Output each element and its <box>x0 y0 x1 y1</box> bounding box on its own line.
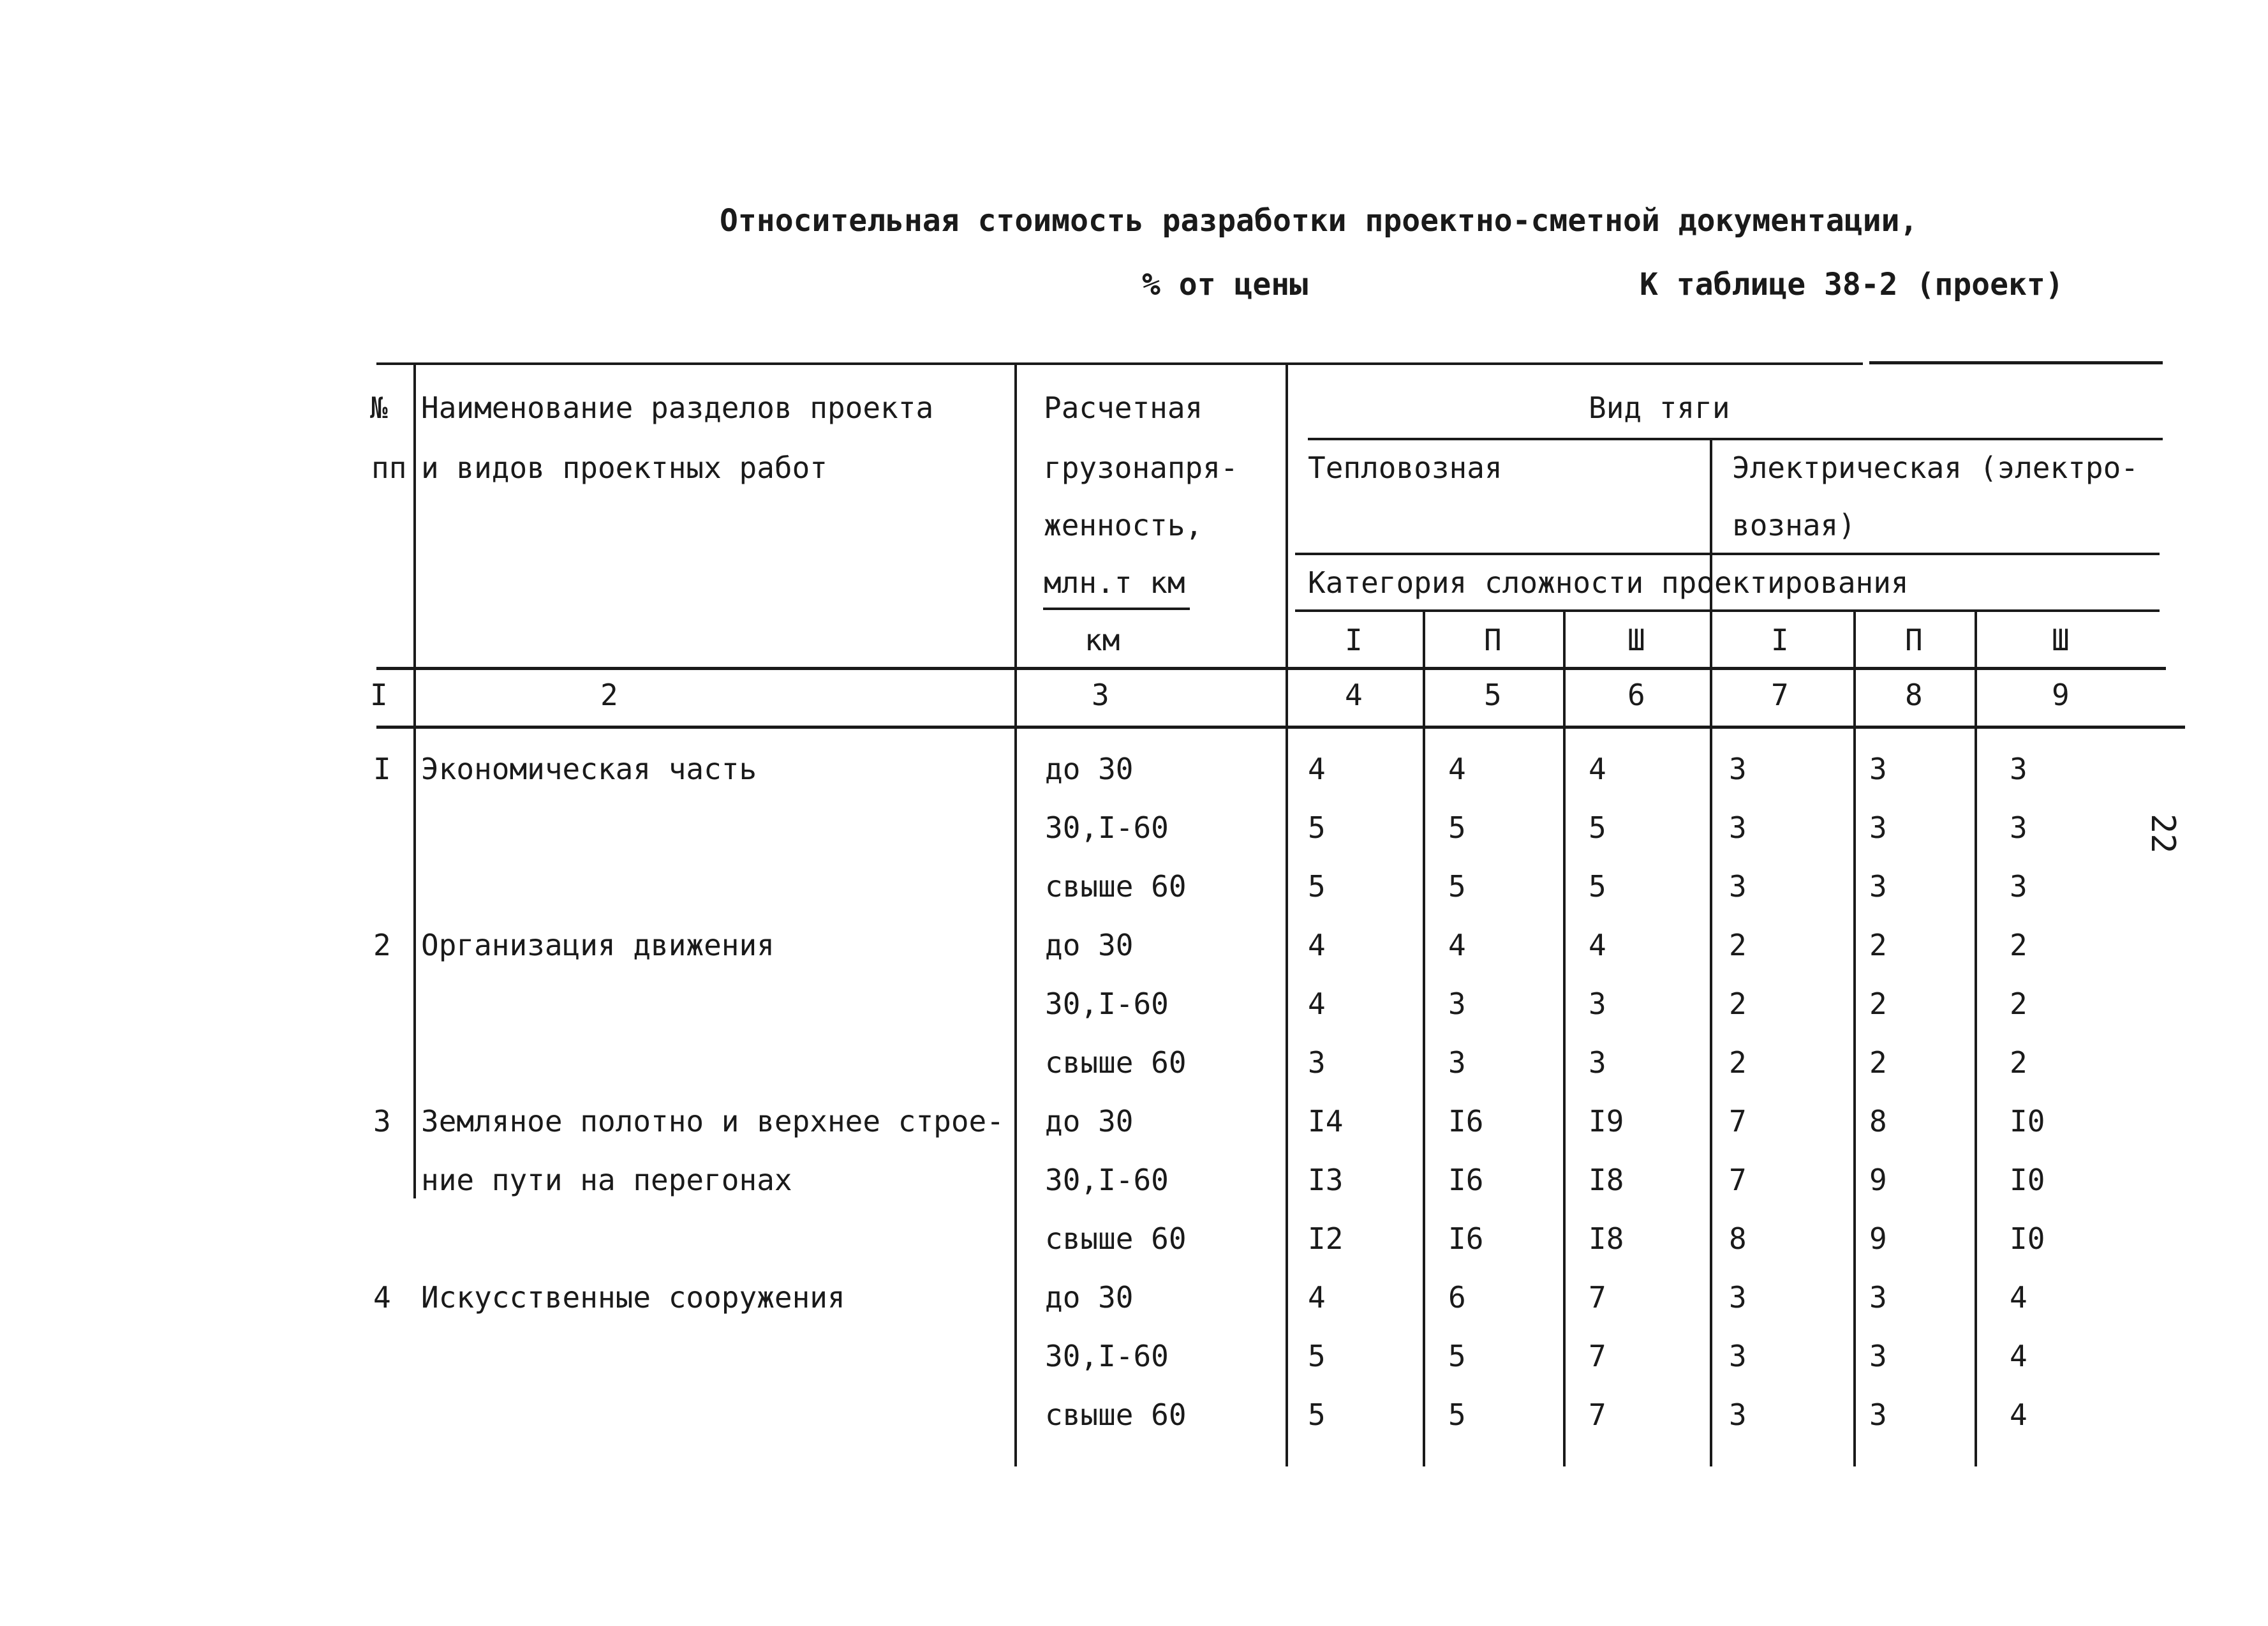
column-number-9: 9 <box>2052 678 2070 712</box>
row-number: 4 <box>373 1280 391 1315</box>
table-reference: К таблице 38-2 (проект) <box>1640 267 2064 302</box>
cost-cell: 4 <box>1448 928 1466 962</box>
rule-load-unit <box>1043 608 1190 610</box>
cost-cell: 8 <box>1869 1104 1887 1138</box>
cost-cell: 5 <box>1308 1398 1326 1432</box>
column-number-5: 5 <box>1484 678 1502 712</box>
cost-cell: 3 <box>1729 1280 1747 1315</box>
load-value: до 30 <box>1045 752 1134 786</box>
cost-cell: 4 <box>2010 1339 2027 1373</box>
cost-cell: I0 <box>2010 1163 2045 1197</box>
rule-top-left <box>376 362 1863 365</box>
column-number-7: 7 <box>1771 678 1789 712</box>
cost-cell: 4 <box>1308 928 1326 962</box>
column-number-6: 6 <box>1627 678 1645 712</box>
col-divider-cat-2 <box>1563 609 1566 1466</box>
cost-cell: 7 <box>1589 1339 1606 1373</box>
cost-cell: 3 <box>1448 1045 1466 1080</box>
cost-cell: 2 <box>2010 928 2027 962</box>
cost-cell: 4 <box>1448 752 1466 786</box>
cost-cell: 3 <box>1729 869 1747 904</box>
page-number: 22 <box>2144 814 2182 854</box>
header-category-3: Ш <box>1627 623 1645 657</box>
section-name: Искусственные сооружения <box>421 1280 845 1315</box>
header-name-line2: и видов проектных работ <box>421 451 827 485</box>
cost-cell: 3 <box>1869 810 1887 845</box>
section-name-cont: ние пути на перегонах <box>421 1163 792 1197</box>
header-num-line1: № <box>370 391 388 425</box>
column-number-1: I <box>370 678 388 712</box>
cost-cell: 5 <box>1448 810 1466 845</box>
load-value: до 30 <box>1045 1280 1134 1315</box>
header-electric-line1: Электрическая (электро- <box>1732 451 2138 485</box>
cost-cell: 3 <box>1589 1045 1606 1080</box>
document-subtitle: % от цены <box>1142 267 1308 302</box>
row-number: 3 <box>373 1104 391 1138</box>
header-num-line2: пп <box>371 451 407 485</box>
cost-cell: 3 <box>2010 752 2027 786</box>
load-value: свыше 60 <box>1045 1221 1187 1256</box>
cost-cell: 3 <box>1729 1339 1747 1373</box>
cost-cell: 2 <box>1729 1045 1747 1080</box>
section-name: Организация движения <box>421 928 775 962</box>
cost-cell: 6 <box>1448 1280 1466 1315</box>
column-number-2: 2 <box>600 678 618 712</box>
cost-cell: 4 <box>1308 987 1326 1021</box>
cost-cell: I3 <box>1308 1163 1344 1197</box>
cost-cell: 9 <box>1869 1163 1887 1197</box>
cost-cell: 3 <box>1869 1339 1887 1373</box>
cost-cell: 8 <box>1729 1221 1747 1256</box>
cost-cell: I8 <box>1589 1163 1624 1197</box>
rule-subtypes <box>1295 553 2160 555</box>
cost-cell: 4 <box>2010 1398 2027 1432</box>
load-value: до 30 <box>1045 1104 1134 1138</box>
load-value: свыше 60 <box>1045 1045 1187 1080</box>
header-load-line1: Расчетная <box>1044 391 1203 425</box>
cost-cell: 3 <box>1869 1398 1887 1432</box>
cost-cell: 3 <box>1869 869 1887 904</box>
header-name-line1: Наименование разделов проекта <box>421 391 934 425</box>
cost-cell: I6 <box>1448 1163 1484 1197</box>
cost-cell: 2 <box>1869 987 1887 1021</box>
header-complexity: Категория сложности проектирования <box>1308 565 1909 600</box>
rule-header-bottom <box>376 667 2166 670</box>
cost-cell: 7 <box>1729 1163 1747 1197</box>
col-divider-3 <box>1286 362 1288 1466</box>
cost-cell: 2 <box>2010 1045 2027 1080</box>
cost-cell: 3 <box>1308 1045 1326 1080</box>
col-divider-2 <box>1014 362 1017 1466</box>
col-divider-1 <box>413 362 416 1198</box>
section-name: Земляное полотно и верхнее строе- <box>421 1104 1004 1138</box>
col-divider-cat-1 <box>1423 609 1425 1466</box>
column-number-4: 4 <box>1345 678 1363 712</box>
cost-cell: I0 <box>2010 1104 2045 1138</box>
cost-cell: 2 <box>2010 987 2027 1021</box>
document-title: Относительная стоимость разработки проектно-сметной документации, <box>720 203 1918 239</box>
load-value: 30,I-60 <box>1045 987 1169 1021</box>
header-traction: Вид тяги <box>1589 391 1730 425</box>
cost-cell: 4 <box>1589 752 1606 786</box>
cost-cell: 3 <box>1869 1280 1887 1315</box>
header-diesel: Тепловозная <box>1308 451 1502 485</box>
load-value: до 30 <box>1045 928 1134 962</box>
cost-cell: I6 <box>1448 1221 1484 1256</box>
cost-cell: 3 <box>2010 810 2027 845</box>
header-electric-line2: возная) <box>1732 508 1856 542</box>
load-value: свыше 60 <box>1045 1398 1187 1432</box>
cost-cell: 7 <box>1589 1398 1606 1432</box>
cost-cell: I2 <box>1308 1221 1344 1256</box>
rule-top-right <box>1869 361 2163 364</box>
load-value: свыше 60 <box>1045 869 1187 904</box>
cost-cell: I8 <box>1589 1221 1624 1256</box>
cost-cell: 5 <box>1448 1339 1466 1373</box>
cost-cell: 5 <box>1448 1398 1466 1432</box>
header-load-line3: женность, <box>1044 508 1203 542</box>
col-divider-cat-5 <box>1975 609 1977 1466</box>
cost-cell: I9 <box>1589 1104 1624 1138</box>
cost-cell: 4 <box>2010 1280 2027 1315</box>
cost-cell: 4 <box>1589 928 1606 962</box>
cost-cell: 3 <box>1729 1398 1747 1432</box>
header-category-1: I <box>1345 623 1363 657</box>
cost-cell: 2 <box>1869 1045 1887 1080</box>
row-number: 2 <box>373 928 391 962</box>
load-value: 30,I-60 <box>1045 1163 1169 1197</box>
header-load-line4: млн.т км <box>1044 565 1185 600</box>
cost-cell: 5 <box>1448 869 1466 904</box>
cost-cell: 2 <box>1729 928 1747 962</box>
column-number-8: 8 <box>1905 678 1923 712</box>
cost-cell: 5 <box>1308 869 1326 904</box>
cost-cell: I4 <box>1308 1104 1344 1138</box>
header-category-4: I <box>1771 623 1789 657</box>
load-value: 30,I-60 <box>1045 1339 1169 1373</box>
cost-cell: 3 <box>1589 987 1606 1021</box>
cost-cell: 2 <box>1729 987 1747 1021</box>
cost-cell: 3 <box>2010 869 2027 904</box>
column-number-3: 3 <box>1092 678 1109 712</box>
cost-cell: 3 <box>1729 810 1747 845</box>
col-divider-cat-4 <box>1853 609 1856 1466</box>
header-load-line5: км <box>1085 623 1120 657</box>
cost-cell: I0 <box>2010 1221 2045 1256</box>
header-category-6: Ш <box>2052 623 2070 657</box>
cost-cell: 3 <box>1729 752 1747 786</box>
header-category-5: П <box>1905 623 1923 657</box>
rule-traction <box>1308 438 2163 440</box>
cost-cell: 3 <box>1448 987 1466 1021</box>
cost-cell: 5 <box>1308 1339 1326 1373</box>
header-category-2: П <box>1484 623 1502 657</box>
cost-cell: 9 <box>1869 1221 1887 1256</box>
cost-cell: 4 <box>1308 1280 1326 1315</box>
cost-cell: 2 <box>1869 928 1887 962</box>
cost-cell: 5 <box>1589 810 1606 845</box>
header-load-line2: грузонапря- <box>1044 451 1238 485</box>
cost-cell: 5 <box>1589 869 1606 904</box>
section-name: Экономическая часть <box>421 752 757 786</box>
cost-cell: 3 <box>1869 752 1887 786</box>
cost-cell: 7 <box>1729 1104 1747 1138</box>
cost-cell: I6 <box>1448 1104 1484 1138</box>
row-number: I <box>373 752 391 786</box>
rule-numbers-bottom <box>376 726 2185 729</box>
cost-cell: 5 <box>1308 810 1326 845</box>
cost-cell: 7 <box>1589 1280 1606 1315</box>
cost-cell: 4 <box>1308 752 1326 786</box>
load-value: 30,I-60 <box>1045 810 1169 845</box>
